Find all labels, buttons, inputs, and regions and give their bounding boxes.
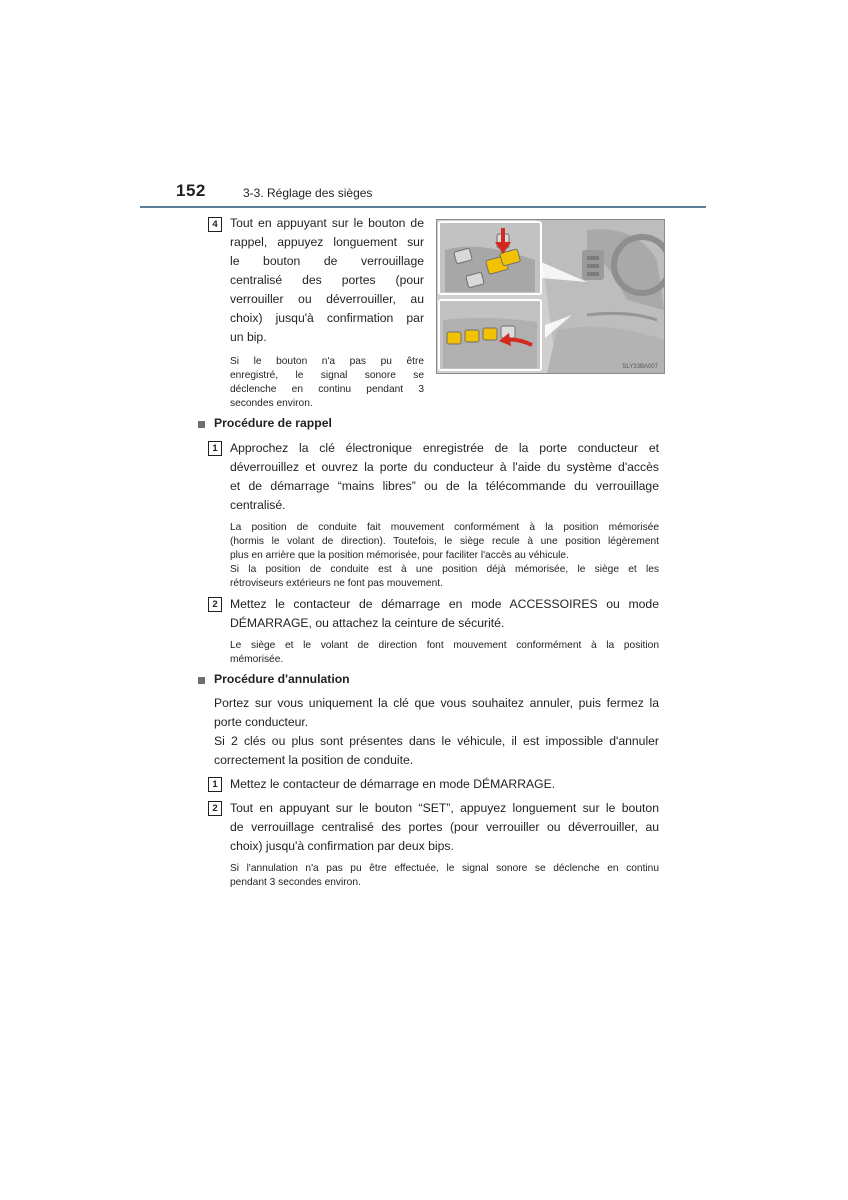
text-line: Portez sur vous uniquement la clé que vous souhaitez annuler, puis fermez la [214, 696, 659, 710]
text-line: un bip. [230, 330, 267, 344]
recall-heading: Procédure de rappel [214, 416, 332, 430]
note-line: plus en arrière que la position mémorisée, pour faciliter l'accès au véhicule. [230, 550, 569, 561]
recall-step1-note [230, 521, 659, 591]
step-number-badge: 1 [208, 441, 222, 456]
text-line: choix) jusqu'à confirmation par [230, 311, 424, 325]
text-line: porte conducteur. [214, 715, 309, 729]
section-title: 3-3. Réglage des sièges [243, 186, 373, 200]
figure-id-label: SLY33BA007 [622, 364, 658, 370]
page-header [176, 181, 706, 209]
step4-text [230, 214, 424, 347]
text-line: centralisé. [230, 498, 286, 512]
cancel-step2-note [230, 862, 659, 890]
header-rule [140, 206, 706, 208]
text-line: correctement la position de conduite. [214, 753, 414, 767]
note-line: enregistré, le signal sonore se [230, 370, 424, 381]
step-number-badge: 2 [208, 801, 222, 816]
note-line: secondes environ. [230, 398, 313, 409]
text-line: déverrouillez et ouvrez la porte du conducteur à l'aide du système d'accès [230, 460, 659, 474]
note-line: La position de conduite fait mouvement conformément à la position mémorisée [230, 522, 659, 533]
text-line: Tout en appuyant sur le bouton de [230, 216, 424, 230]
illustration-graphic [437, 220, 664, 373]
text-line: verrouiller ou déverrouiller, au [230, 292, 424, 306]
note-line: Si le bouton n'a pas pu être [230, 356, 424, 367]
bullet-square-icon [198, 421, 205, 428]
recall-step1-text [230, 439, 659, 515]
cancel-step1-text: Mettez le contacteur de démarrage en mode DÉMARRAGE. [230, 777, 556, 791]
step-number-badge: 1 [208, 777, 222, 792]
recall-step2-text [230, 595, 659, 633]
cancel-step2-text [230, 799, 659, 856]
note-line: pendant 3 secondes environ. [230, 877, 361, 888]
text-line: rappel, appuyez longuement sur [230, 235, 424, 249]
text-line: Si 2 clés ou plus sont présentes dans le véhicule, il est impossible d'annuler [214, 734, 659, 748]
bullet-square-icon [198, 677, 205, 684]
note-line: (hormis le volant de direction). Toutefois, le siège recule à une position légèrement [230, 536, 659, 547]
text-line: Tout en appuyant sur le bouton “SET”, appuyez longuement sur le bouton [230, 801, 659, 815]
note-line: déclenche en continu pendant 3 [230, 384, 424, 395]
note-line: rétroviseurs extérieurs ne font pas mouvement. [230, 578, 443, 589]
note-line: Si l'annulation n'a pas pu être effectuée, le signal sonore se déclenche en continu [230, 863, 659, 874]
note-line: Si la position de conduite est à une position déjà mémorisée, le siège et les [230, 564, 659, 575]
text-line: DÉMARRAGE, ou attachez la ceinture de sécurité. [230, 616, 505, 630]
step-number-badge: 2 [208, 597, 222, 612]
note-line: Le siège et le volant de direction font mouvement conformément à la position [230, 640, 659, 651]
text-line: Mettez le contacteur de démarrage en mode ACCESSOIRES ou mode [230, 597, 659, 611]
note-line: mémorisée. [230, 654, 284, 665]
text-line: de verrouillage centralisé des portes (pour verrouiller ou déverrouiller, au [230, 820, 659, 834]
page-number: 152 [176, 181, 206, 200]
door-panel-illustration [436, 219, 665, 374]
text-line: Approchez la clé électronique enregistrée de la porte conducteur et [230, 441, 659, 455]
cancel-intro [214, 694, 659, 770]
recall-step2-note [230, 639, 659, 667]
step4-note [230, 355, 424, 411]
cancel-heading: Procédure d'annulation [214, 672, 350, 686]
text-line: centralisé des portes (pour [230, 273, 424, 287]
step-number-badge: 4 [208, 217, 222, 232]
text-line: le bouton de verrouillage [230, 254, 424, 268]
text-line: et de démarrage “mains libres” ou de la télécommande du verrouillage [230, 479, 659, 493]
text-line: choix) jusqu'à confirmation par deux bips. [230, 839, 454, 853]
